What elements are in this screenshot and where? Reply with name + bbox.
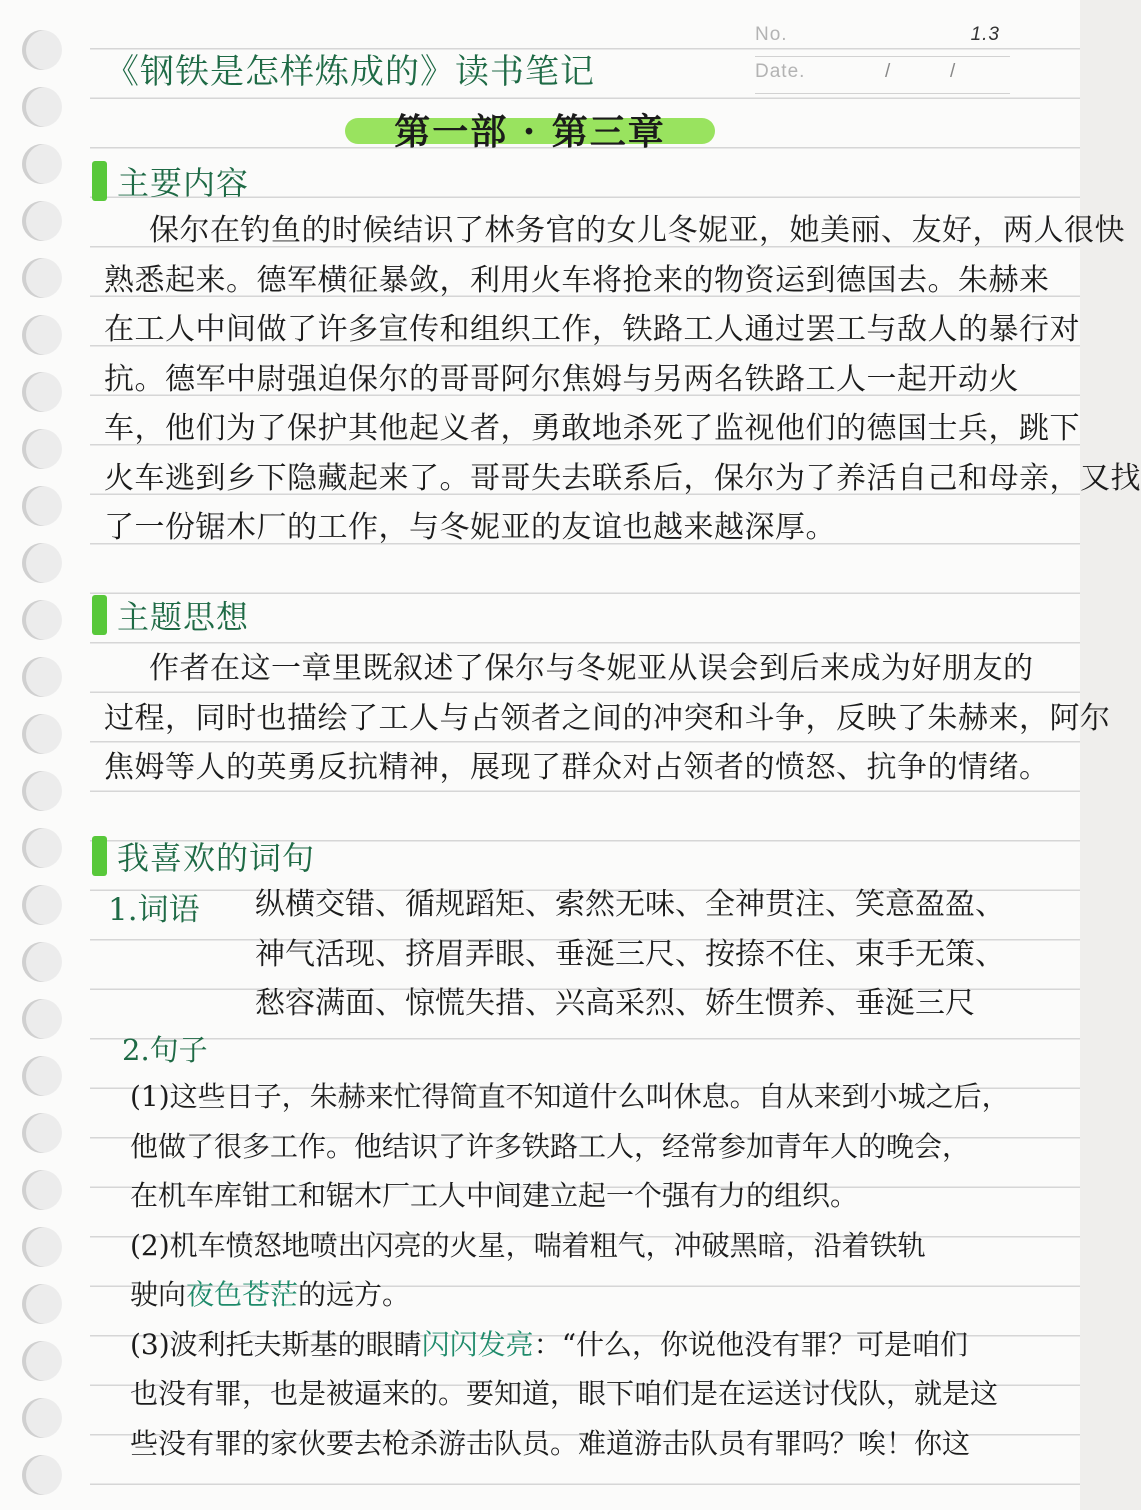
highlighted-phrase: 夜色苍茫	[186, 1278, 299, 1311]
chapter-heading	[345, 104, 715, 156]
binder-hole	[22, 144, 62, 184]
date-slash-1: /	[885, 61, 892, 82]
sentence-text: ：“什么，你说他没有罪？可是咱们	[533, 1327, 969, 1361]
highlighted-phrase: 闪闪发亮	[421, 1327, 534, 1361]
chapter-title: 第一部 · 第三章	[394, 111, 666, 153]
theme-paragraph	[104, 644, 1111, 793]
binder-hole	[22, 1284, 62, 1324]
binder-hole	[22, 885, 62, 925]
page-meta	[755, 20, 1010, 94]
text-line: 过程，同时也描绘了工人与占领者之间的冲突和斗争，反映了朱赫来，阿尔	[104, 700, 1111, 736]
binder-hole	[22, 486, 62, 526]
binder-hole	[22, 30, 62, 70]
binder-hole	[22, 1056, 62, 1096]
text-line: 愁容满面、惊慌失措、兴高采烈、娇生惯养、垂涎三尺	[255, 986, 975, 1021]
date-row	[755, 57, 1010, 94]
binder-hole	[22, 1113, 62, 1153]
no-label: No.	[755, 24, 788, 45]
text-line: 了一份锯木厂的工作，与冬妮亚的友谊也越来越深厚。	[104, 510, 836, 545]
text-line: 纵横交错、循规蹈矩、索然无味、全神贯注、笑意盈盈、	[255, 887, 1005, 922]
sentence-line: 也没有罪，也是被逼来的。要知道，眼下咱们是在运送讨伐队，就是这	[130, 1377, 999, 1410]
date-label: Date.	[755, 61, 806, 82]
words-label: 1.词语	[108, 892, 200, 928]
binder-hole	[22, 87, 62, 127]
binder-hole	[22, 1170, 62, 1210]
binder-hole	[22, 600, 62, 640]
text-line: 熟悉起来。德军横征暴敛，利用火车将抢来的物资运到德国去。朱赫来	[104, 262, 1050, 298]
heading-marker	[92, 595, 107, 635]
sentence-line: 些没有罪的家伙要去枪杀游击队员。难道游击队员有罪吗？唉！你这	[130, 1426, 971, 1460]
binder-hole	[22, 999, 62, 1039]
sentence-line: (1)这些日子，朱赫来忙得简直不知道什么叫休息。自从来到小城之后，	[130, 1080, 1010, 1113]
binder-hole	[22, 657, 62, 697]
binder-holes	[22, 30, 72, 1510]
sentence-line: (2)机车愤怒地喷出闪亮的火星，喘着粗气，冲破黑暗，沿着铁轨	[130, 1228, 926, 1262]
binder-hole	[22, 1341, 62, 1381]
heading-text: 主要内容	[117, 164, 250, 202]
text-line: 神气活现、挤眉弄眼、垂涎三尺、按捺不住、束手无策、	[255, 936, 1005, 972]
binder-hole	[22, 771, 62, 811]
words-list	[255, 880, 1045, 1029]
sentence-text: (3)波利托夫斯基的眼睛	[130, 1327, 422, 1361]
binder-hole	[22, 1455, 62, 1495]
heading-marker	[92, 161, 107, 201]
binder-hole	[22, 429, 62, 469]
summary-paragraph	[104, 206, 1141, 553]
heading-text: 主题思想	[117, 598, 250, 636]
text-line: 焦姆等人的英勇反抗精神，展现了群众对占领者的愤怒、抗争的情绪。	[104, 750, 1050, 785]
binder-hole	[22, 714, 62, 754]
no-row	[755, 20, 1010, 57]
text-line: 保尔在钓鱼的时候结识了林务官的女儿冬妮亚，她美丽、友好，两人很快	[149, 213, 1125, 248]
binder-hole	[22, 942, 62, 982]
binder-hole	[22, 543, 62, 583]
binder-hole	[22, 258, 62, 298]
sentence-line: 他做了很多工作。他结识了许多铁路工人，经常参加青年人的晚会，	[130, 1129, 971, 1163]
binder-hole	[22, 828, 62, 868]
text-line: 在工人中间做了许多宣传和组织工作，铁路工人通过罢工与敌人的暴行对	[104, 312, 1080, 347]
sentence-line: 在机车库钳工和锯木厂工人中间建立起一个强有力的组织。	[130, 1179, 859, 1212]
binder-hole	[22, 372, 62, 412]
binder-hole	[22, 315, 62, 355]
sentence-line	[130, 1270, 1030, 1320]
heading-marker	[92, 836, 107, 876]
section-heading-favorites	[92, 833, 315, 879]
section-heading-summary	[92, 158, 249, 204]
sentence-text: 的远方。	[298, 1278, 411, 1311]
text-line: 抗。德军中尉强迫保尔的哥哥阿尔焦姆与另两名铁路工人一起开动火	[104, 361, 1019, 397]
binder-hole	[22, 1227, 62, 1267]
section-heading-theme	[92, 592, 249, 638]
sentences-block	[130, 1072, 1030, 1468]
binder-hole	[22, 1398, 62, 1438]
sentences-label: 2.句子	[122, 1033, 208, 1067]
text-line: 车，他们为了保护其他起义者，勇敢地杀死了监视他们的德国士兵，跳下	[104, 411, 1080, 446]
text-line: 火车逃到乡下隐藏起来了。哥哥失去联系后，保尔为了养活自己和母亲，又找	[104, 460, 1141, 496]
sentence-line	[130, 1320, 1030, 1370]
heading-text: 我喜欢的词句	[117, 839, 316, 877]
text-line: 作者在这一章里既叙述了保尔与冬妮亚从误会到后来成为好朋友的	[149, 651, 1034, 686]
binder-hole	[22, 201, 62, 241]
date-slash-2: /	[950, 61, 957, 82]
page-title: 《钢铁是怎样炼成的》读书笔记	[105, 52, 595, 92]
no-value: 1.3	[970, 24, 1000, 45]
sentence-text: 驶向	[130, 1278, 187, 1311]
